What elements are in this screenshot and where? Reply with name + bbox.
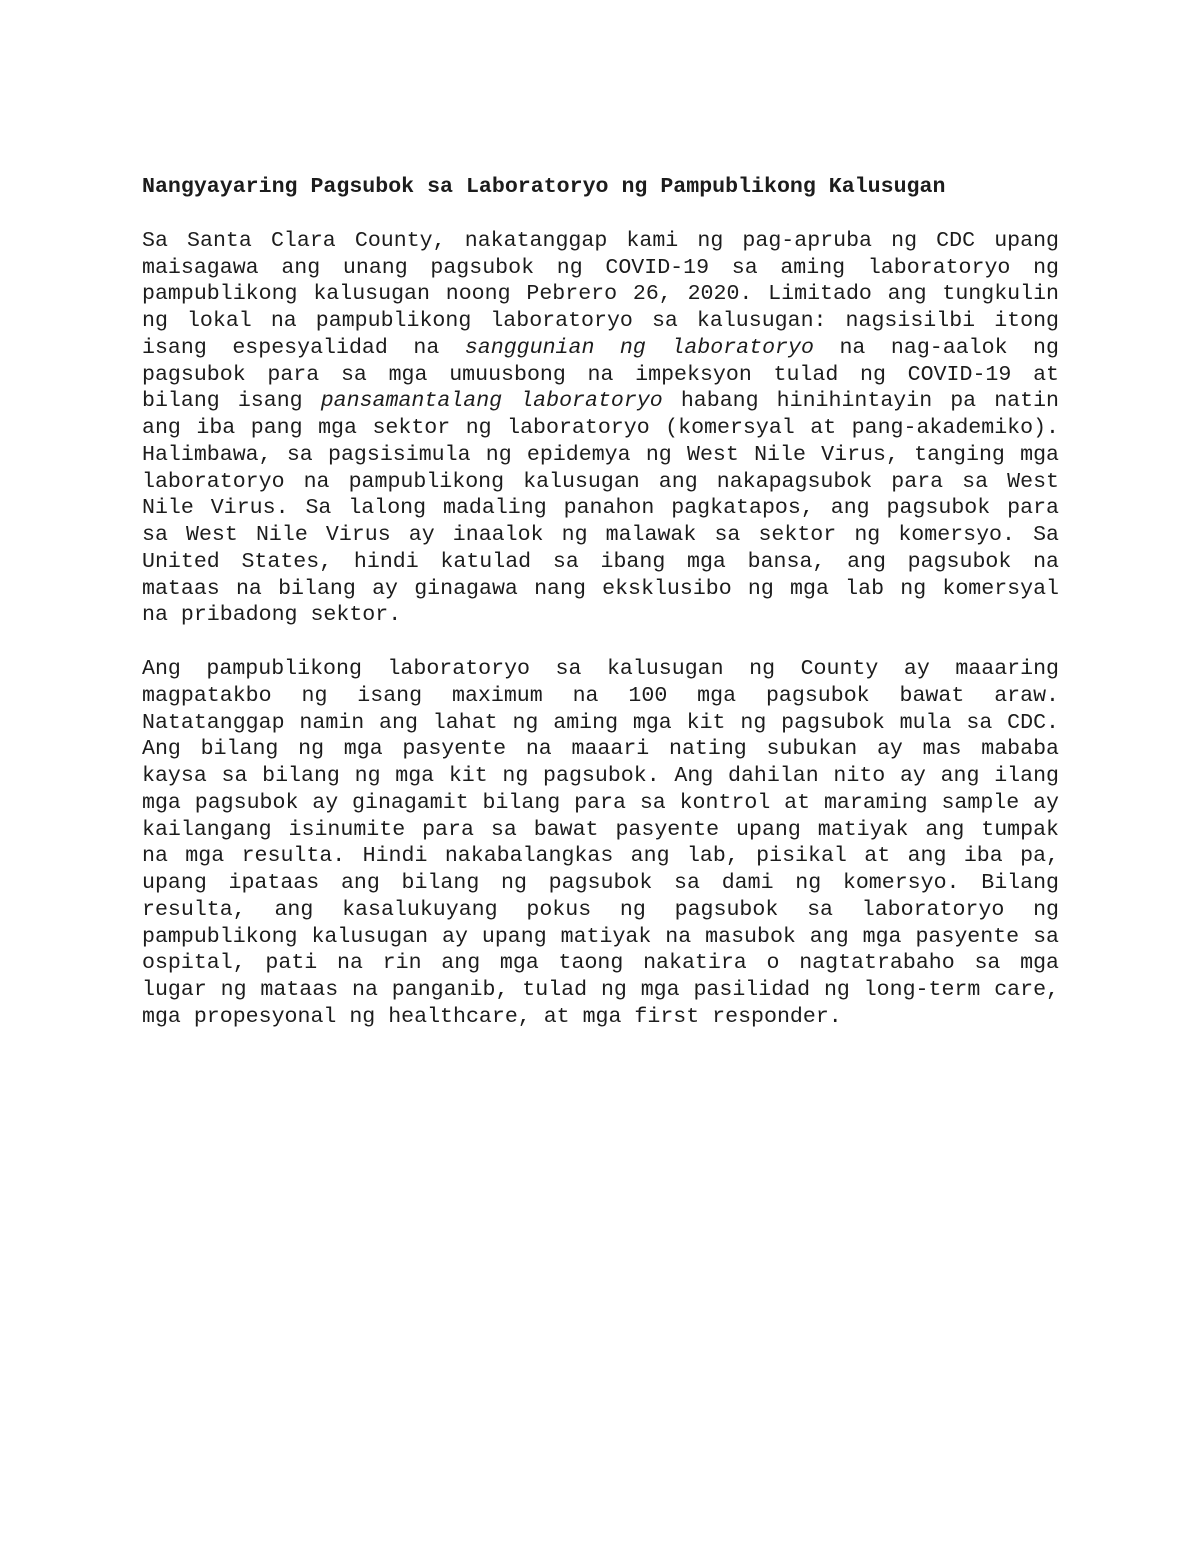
paragraph-1 xyxy=(142,228,1059,629)
paragraph-1-text-b: na nag-aalok ng pagsubok para sa mga umuusbong na impeksyon tulad ng COVID-19 at bilang isang xyxy=(142,335,1059,414)
paragraph-1-italic-b: pansamantalang laboratoryo xyxy=(320,389,663,414)
paragraph-1-text-a: Sa Santa Clara County, nakatanggap kami ng pag-apruba ng CDC upang maisagawa ang unang pagsubok ng COVID-19 sa aming laboratoryo ng pampublikong kalusugan noong Pebrero 26, 2020. Limitado ang tungkulin ng lokal na pampublikong laboratoryo sa kalusugan: nagsisilbi itong isang espesyalidad na xyxy=(142,228,1059,360)
document-body xyxy=(142,174,1059,1058)
document-title: Nangyayaring Pagsubok sa Laboratoryo ng Pampublikong Kalusugan xyxy=(142,175,946,199)
paragraph-1-italic-a: sanggunian ng laboratoryo xyxy=(464,335,814,360)
paragraph-1-text-c: habang hinihintayin pa natin ang iba pang mga sektor ng laboratoryo (komersyal at pang-akademiko). Halimbawa, sa pagsisimula ng epidemya ng West Nile Virus, tanging mga laboratoryo na pampublikong kalusugan ang nakapagsubok para sa West Nile Virus. Sa lalong madaling panahon pagkatapos, ang pagsubok para sa West Nile Virus ay inaalok ng malawak sa sektor ng komersyo. Sa United States, hindi katulad sa ibang mga bansa, ang pagsubok na mataas na bilang ay ginagawa nang eksklusibo ng mga lab ng komersyal na pribadong sektor. xyxy=(142,389,1060,628)
paragraph-2: Ang pampublikong laboratoryo sa kalusugan ng County ay maaaring magpatakbo ng isang maximum na 100 mga pagsubok bawat araw. Natatanggap namin ang lahat ng aming mga kit ng pagsubok mula sa CDC. Ang bilang ng mga pasyente na maaari nating subukan ay mas mababa kaysa sa bilang ng mga kit ng pagsubok. Ang dahilan nito ay ang ilang mga pagsubok ay ginagamit bilang para sa kontrol at maraming sample ay kailangang isinumite para sa bawat pasyente upang matiyak ang tumpak na mga resulta. Hindi nakabalangkas ang lab, pisikal at ang iba pa, upang ipataas ang bilang ng pagsubok sa dami ng komersyo. Bilang resulta, ang kasalukuyang pokus ng pagsubok sa laboratoryo ng pampublikong kalusugan ay upang matiyak na masubok ang mga pasyente sa ospital, pati na rin ang mga taong nakatira o nagtatrabaho sa mga lugar ng mataas na panganib, tulad ng mga pasilidad ng long-term care, mga propesyonal ng healthcare, at mga first responder. xyxy=(142,657,1059,1029)
